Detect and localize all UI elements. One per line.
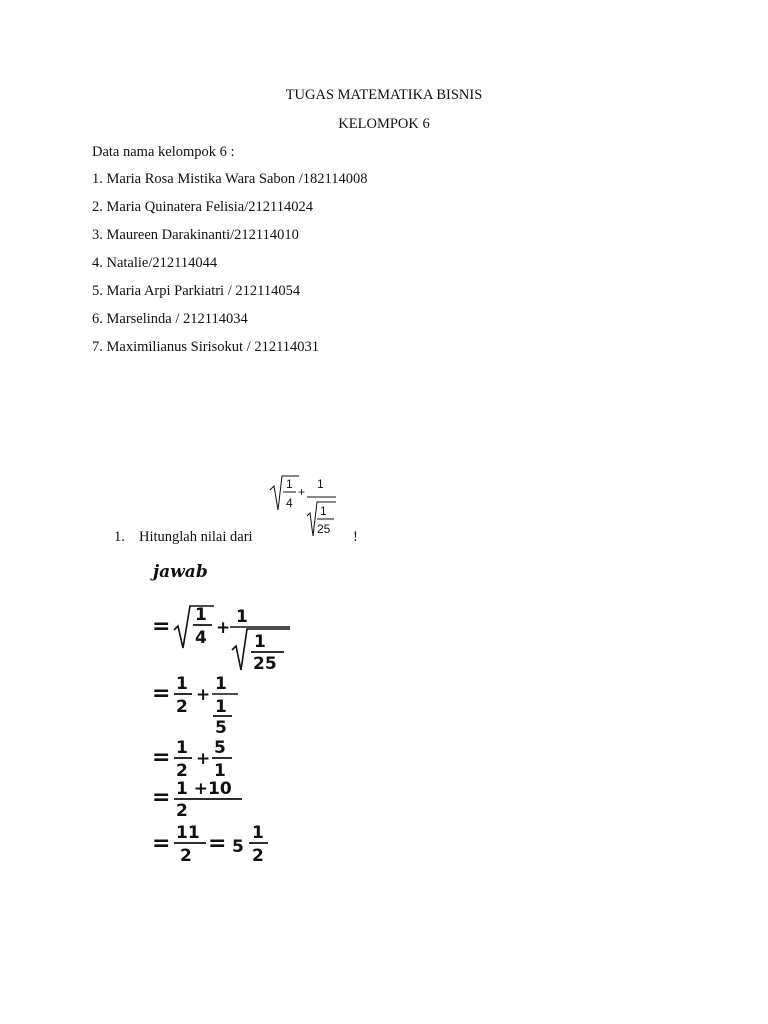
member-item: 4. Natalie/212114044 <box>92 255 218 271</box>
q-b-num: 1 <box>317 477 324 491</box>
member-item: 5. Maria Arpi Parkiatri / 212114054 <box>92 283 301 299</box>
members-heading: Data nama kelompok 6 : <box>92 144 235 160</box>
member-item: 1. Maria Rosa Mistika Wara Sabon /182114008 <box>92 171 368 187</box>
question-number: 1. <box>114 529 125 545</box>
svg-text:1: 1 <box>252 823 264 843</box>
member-item: 2. Maria Quinatera Felisia/212114024 <box>92 199 313 215</box>
svg-text:=: = <box>152 681 171 706</box>
svg-text:1: 1 <box>214 761 226 781</box>
svg-text:1: 1 <box>195 605 207 625</box>
answer-step-2 <box>150 672 270 737</box>
svg-text:+: + <box>196 685 211 705</box>
svg-text:1: 1 <box>215 674 227 694</box>
eq-sign: = <box>152 614 171 639</box>
member-item: 3. Maureen Darakinanti/212114010 <box>92 227 299 243</box>
svg-text:1 +10: 1 +10 <box>176 779 232 799</box>
svg-text:1: 1 <box>236 607 248 627</box>
answer-step-1 <box>150 600 310 675</box>
svg-text:=: = <box>152 745 171 770</box>
svg-text:5: 5 <box>232 837 244 857</box>
answer-step-3 <box>150 736 260 781</box>
svg-text:1: 1 <box>215 697 227 717</box>
svg-text:2: 2 <box>176 761 188 781</box>
svg-text:4: 4 <box>195 628 207 648</box>
answer-step-4 <box>150 776 270 821</box>
svg-text:+: + <box>196 749 211 769</box>
svg-text:2: 2 <box>176 697 188 717</box>
svg-text:=: = <box>208 831 227 856</box>
question-text: Hitunglah nilai dari <box>139 529 253 545</box>
member-item: 6. Marselinda / 212114034 <box>92 311 248 327</box>
q-plus: + <box>298 485 306 499</box>
svg-text:+: + <box>216 618 231 638</box>
q-b-inner-den: 25 <box>317 522 331 536</box>
svg-text:25: 25 <box>253 654 277 674</box>
svg-text:2: 2 <box>180 846 192 866</box>
svg-text:2: 2 <box>252 846 264 866</box>
q-a-num: 1 <box>286 477 293 491</box>
document-title: TUGAS MATEMATIKA BISNIS <box>285 87 483 103</box>
svg-text:1: 1 <box>254 632 266 652</box>
svg-text:5: 5 <box>215 718 227 737</box>
svg-text:1: 1 <box>176 738 188 758</box>
member-item: 7. Maximilianus Sirisokut / 212114031 <box>92 339 320 355</box>
svg-text:5: 5 <box>214 738 226 758</box>
svg-text:1: 1 <box>176 674 188 694</box>
q-b-inner-num: 1 <box>320 504 327 518</box>
svg-text:=: = <box>152 785 171 810</box>
svg-text:11: 11 <box>176 823 200 843</box>
answer-step-5 <box>150 822 280 867</box>
svg-text:=: = <box>152 831 171 856</box>
q-a-den: 4 <box>286 496 293 510</box>
question-end-mark: ! <box>353 529 358 545</box>
answer-label: jawab <box>153 562 208 582</box>
svg-text:2: 2 <box>176 801 188 821</box>
document-subtitle: KELOMPOK 6 <box>338 116 430 132</box>
question-formula <box>268 472 358 542</box>
